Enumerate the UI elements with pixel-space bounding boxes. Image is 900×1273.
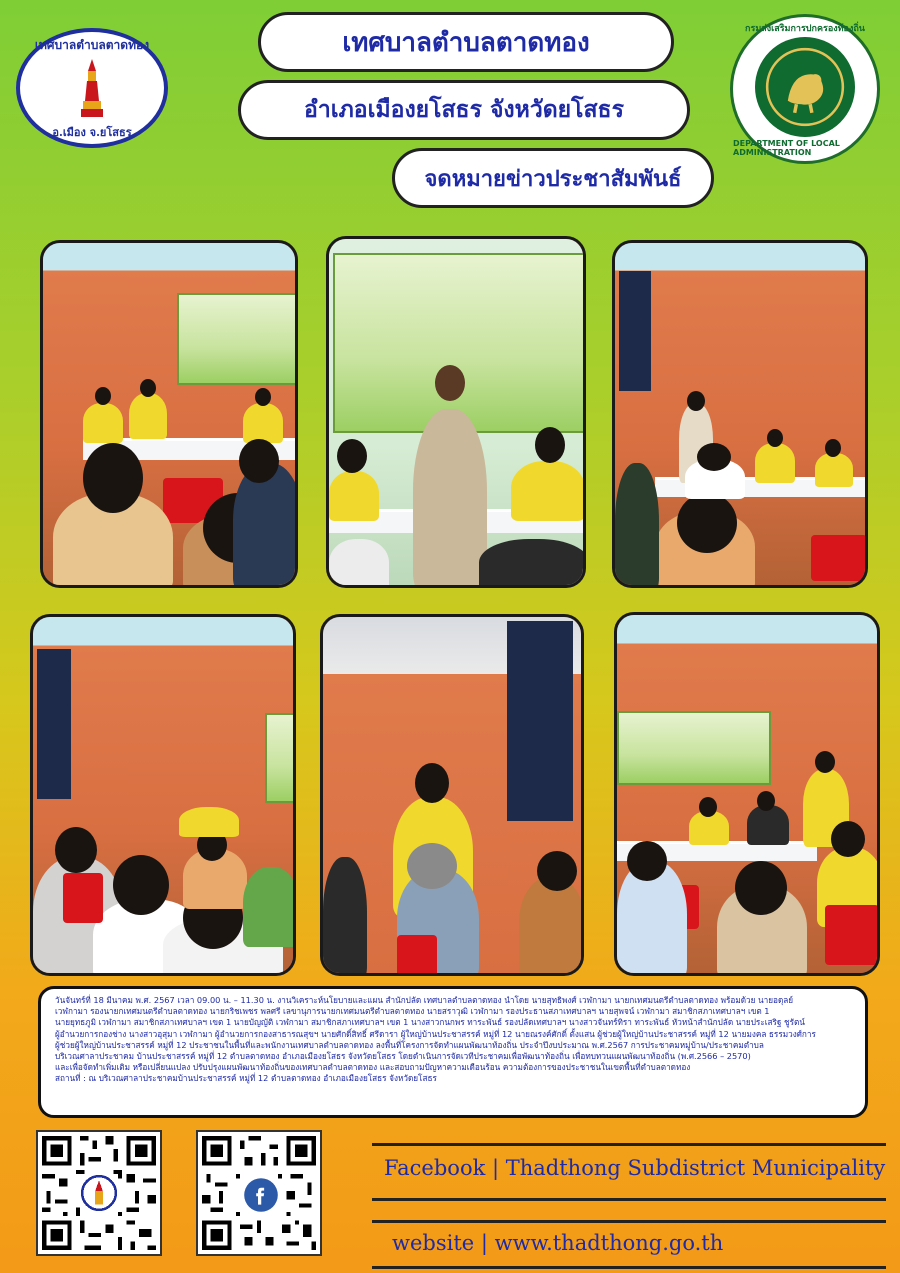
lion-seal-icon <box>755 37 855 137</box>
dla-logo <box>730 14 880 164</box>
footer-rule-2 <box>372 1198 886 1201</box>
dla-text-top: กรมส่งเสริมการปกครองท้องถิ่น <box>745 24 865 34</box>
facebook-link[interactable]: Facebook | Thadthong Subdistrict Municipality <box>384 1156 886 1180</box>
news-description <box>38 986 868 1118</box>
meeting-photo-2 <box>326 236 586 588</box>
description-line: สถานที่ : ณ บริเวณศาลาประชาคมบ้านประชาสรรค์ หมู่ที่ 12 ตำบลตาดทอง อำเภอเมืองยโสธร จังหวัดยโสธร <box>55 1073 437 1084</box>
meeting-photo-5 <box>320 614 584 976</box>
footer-rule-1 <box>372 1143 886 1146</box>
logo-text-bottom: อ.เมือง จ.ยโสธร <box>52 125 132 139</box>
meeting-photo-3 <box>612 240 868 588</box>
description-line: ผู้อำนวยการกองช่าง นางสาวอุสุมา เวฬกามา ผู้อำนวยการกองสาธารณสุขฯ นายศักดิ์สิทธิ์ ศรีดารา ผู้ใหญ่บ้านประชาสรรค์ หมู่ที่ 12 นายณรงค์ศักดิ์ ตั้งแสน ผู้ช่วยผู้ใหญ่บ้านประชาสรรค์ หมู่ที่ 12 นายมงคล ธรรมวงศ์การ <box>55 1028 816 1039</box>
tower-emblem-icon <box>79 57 105 121</box>
footer-rule-4 <box>372 1266 886 1269</box>
website-link[interactable]: website | www.thadthong.go.th <box>392 1231 724 1255</box>
title-municipality: เทศบาลตำบลตาดทอง <box>258 12 674 72</box>
description-line: ผู้ช่วยผู้ใหญ่บ้านประชาสรรค์ หมู่ที่ 12 ประชาชนในพื้นที่และพนักงานเทศบาลตำบลตาดทอง ลงพื้นที่โครงการจัดทำแผนพัฒนาท้องถิ่น ประจำปีงบประมาณ พ.ศ.2567 การประชาคมหมู่บ้าน/ประชาคมตำบล <box>55 1039 764 1050</box>
description-line: บริเวณศาลาประชาคม บ้านประชาสรรค์ หมู่ที่ 12 ตำบลตาดทอง อำเภอเมืองยโสธร จังหวัดยโสธร โดยดำเนินการจัดเวทีประชาคมเพื่อพัฒนาท้องถิ่น เพื่อทบทวนแผนพัฒนาท้องถิ่น (พ.ศ.2566 – 2570) <box>55 1051 751 1062</box>
meeting-photo-1 <box>40 240 298 588</box>
facebook-qr-code[interactable] <box>196 1130 322 1256</box>
facebook-icon <box>243 1177 279 1213</box>
footer-rule-3 <box>372 1220 886 1223</box>
qr-pattern <box>38 1132 160 1254</box>
title-newsletter: จดหมายข่าวประชาสัมพันธ์ <box>392 148 714 208</box>
description-line: วันจันทร์ที่ 18 มีนาคม พ.ศ. 2567 เวลา 09.00 น. – 11.30 น. งานวิเคราะห์นโยบายและแผน สำนักปลัด เทศบาลตำบลตาดทอง นำโดย นายสุทธิพงศ์ เวฬกามา นายกเทศมนตรีตำบลตาดทอง พร้อมด้วย นายอดุลย์ <box>55 995 794 1005</box>
meeting-photo-6 <box>614 612 880 976</box>
description-line: เวฬกามา รองนายกเทศมนตรีตำบลตาดทอง นายกริชเพชร พลศรี เลขานุการนายกเทศมนตรีตำบลตาดทอง นายสราวุฒิ เวฬกามา รองประธานสภาเทศบาลฯ นายสุพจน์ เวฬกามา สมาชิกสภาเทศบาลฯ เขต 1 <box>55 1006 770 1017</box>
description-line: และเพื่อจัดทำเพิ่มเติม หรือเปลี่ยนแปลง ปรับปรุงแผนพัฒนาท้องถิ่นของเทศบาลตำบลตาดทอง และสอบถามปัญหาความเดือนร้อน ความต้องการของประชาชนในเขตพื้นที่ตำบลตาดทอง <box>55 1062 691 1073</box>
dla-text-bottom: DEPARTMENT OF LOCAL ADMINISTRATION <box>733 139 840 157</box>
municipality-logo <box>16 28 168 148</box>
website-qr-code[interactable] <box>36 1130 162 1256</box>
description-line: นายยุทธภูมิ เวฬกามา สมาชิกสภาเทศบาลฯ เขต 1 นายบัญญัติ เวฬกามา สมาชิกสภาเทศบาลฯ เขต 1 นางสาวกนกพร ทาระพันธ์ รองปลัดเทศบาลฯ นางสาวจันทร์ทิรา ทาระพันธ์ หัวหน้าสำนักปลัด นายประเสริฐ ชูรัตน์ <box>55 1017 805 1028</box>
title-district: อำเภอเมืองยโสธร จังหวัดยโสธร <box>238 80 690 140</box>
meeting-photo-4 <box>30 614 296 976</box>
logo-text-top: เทศบาลตำบลตาดทอง <box>34 37 150 52</box>
